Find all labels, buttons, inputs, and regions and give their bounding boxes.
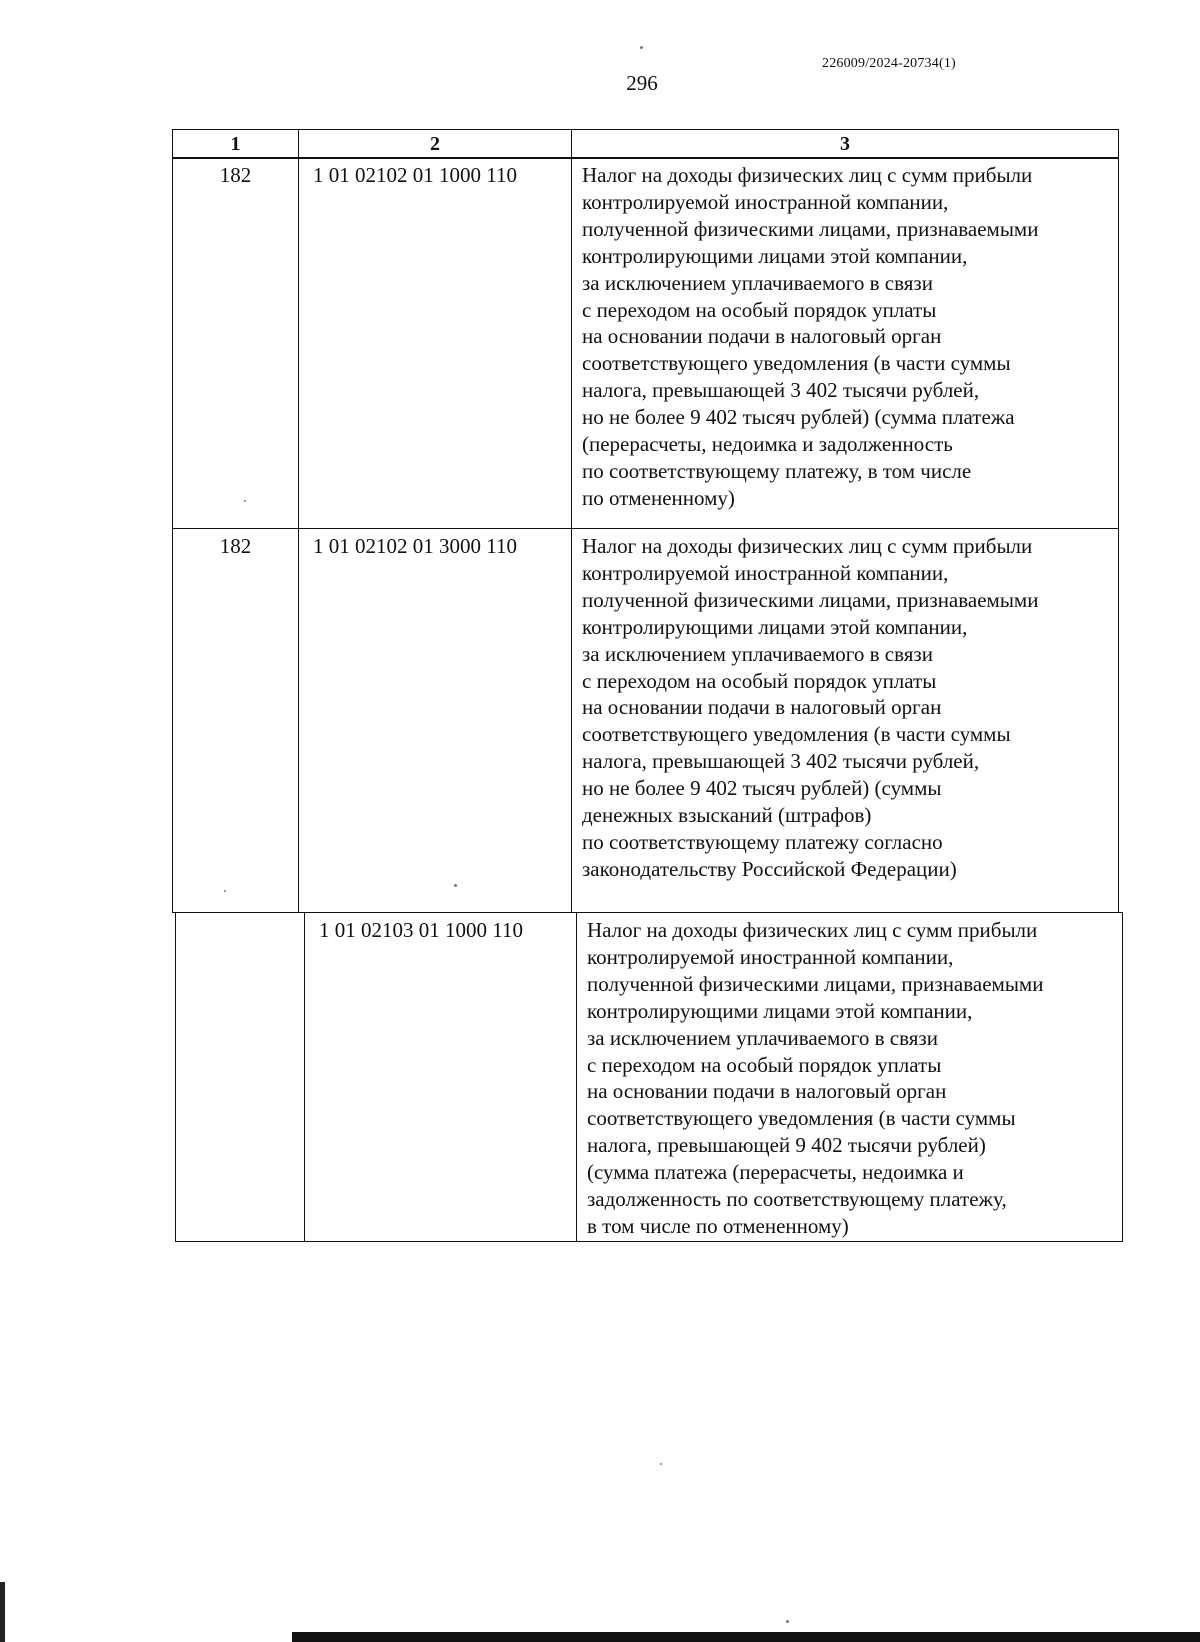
scan-speck bbox=[786, 1620, 789, 1623]
scan-speck bbox=[244, 500, 246, 502]
column-header-3: 3 bbox=[572, 130, 1119, 159]
document-registration-number: 226009/2024-20734(1) bbox=[822, 56, 956, 71]
scan-speck bbox=[454, 884, 457, 887]
kbk-cell: 1 01 02103 01 1000 110 bbox=[305, 913, 577, 1242]
kbk-cell: 1 01 02102 01 1000 110 bbox=[299, 158, 572, 529]
scan-bottom-edge bbox=[292, 1632, 1200, 1642]
scan-speck bbox=[640, 46, 643, 49]
table-row bbox=[173, 529, 1119, 913]
scan-speck bbox=[224, 890, 226, 892]
description-cell: Налог на доходы физических лиц с сумм прибыли контролируемой иностранной компании, полученной физическими лицами, признаваемыми контролирующими лицами этой компании, за исключением уплачиваемого в связи с переходом на особый порядок уплаты на основании подачи в налоговый орган соответствующего уведомления (в части суммы налога, превышающей 3 402 тысячи рублей, но не более 9 402 тысяч рублей) (сумма платежа (перерасчеты, недоимка и задолженность по соответствующему платежу, в том числе по отмененному) bbox=[572, 158, 1119, 529]
table-header bbox=[172, 129, 1119, 159]
column-header-1: 1 bbox=[173, 130, 299, 159]
scan-edge-mark bbox=[0, 1582, 5, 1642]
table-row bbox=[173, 158, 1119, 529]
admin-code-cell: 182 bbox=[173, 529, 299, 913]
description-cell: Налог на доходы физических лиц с сумм прибыли контролируемой иностранной компании, полученной физическими лицами, признаваемыми контролирующими лицами этой компании, за исключением уплачиваемого в связи с переходом на особый порядок уплаты на основании подачи в налоговый орган соответствующего уведомления (в части суммы налога, превышающей 3 402 тысячи рублей, но не более 9 402 тысяч рублей) (суммы денежных взысканий (штрафов) по соответствующему платежу согласно законодательству Российской Федерации) bbox=[572, 529, 1119, 913]
kbk-cell: 1 01 02102 01 3000 110 bbox=[299, 529, 572, 913]
admin-code-cell bbox=[176, 913, 305, 1242]
budget-codes-table bbox=[172, 157, 1119, 913]
description-cell: Налог на доходы физических лиц с сумм прибыли контролируемой иностранной компании, полученной физическими лицами, признаваемыми контролирующими лицами этой компании, за исключением уплачиваемого в связи с переходом на особый порядок уплаты на основании подачи в налоговый орган соответствующего уведомления (в части суммы налога, превышающей 9 402 тысячи рублей) (сумма платежа (перерасчеты, недоимка и задолженность по соответствующему платежу, в том числе по отмененному) bbox=[577, 913, 1123, 1242]
scan-speck bbox=[660, 1463, 662, 1465]
page-number: 296 bbox=[626, 71, 658, 95]
column-header-2: 2 bbox=[299, 130, 572, 159]
header-row bbox=[173, 130, 1119, 159]
admin-code-cell: 182 bbox=[173, 158, 299, 529]
table-row bbox=[176, 913, 1123, 1242]
budget-codes-table-continued bbox=[175, 912, 1123, 1242]
